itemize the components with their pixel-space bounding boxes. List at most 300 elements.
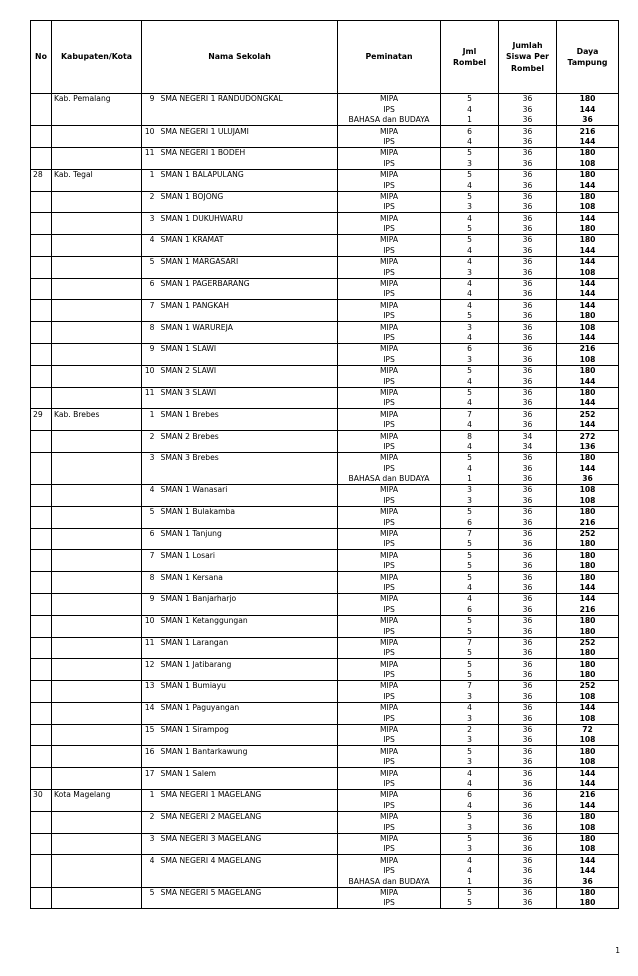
row-jumlah-siswa-cell: 36 (499, 202, 557, 213)
row-kabupaten-cell (52, 713, 142, 724)
row-daya-tampung-cell: 36 (557, 474, 619, 485)
row-school-number-cell (142, 583, 159, 594)
row-daya-tampung-cell: 180 (557, 746, 619, 757)
row-school-name-cell (159, 561, 338, 572)
row-no-cell (31, 278, 52, 289)
row-school-name-cell (159, 757, 338, 768)
row-no-cell (31, 245, 52, 256)
row-no-cell (31, 713, 52, 724)
row-jml-rombel-cell: 5 (441, 898, 499, 909)
row-kabupaten-cell (52, 844, 142, 855)
row-kabupaten-cell (52, 235, 142, 246)
row-school-number-cell: 6 (142, 278, 159, 289)
row-jml-rombel-cell: 5 (441, 94, 499, 105)
row-jumlah-siswa-cell: 36 (499, 463, 557, 473)
row-kabupaten-cell (52, 191, 142, 202)
row-kabupaten-cell (52, 442, 142, 453)
row-no-cell (31, 811, 52, 822)
table-row (31, 180, 619, 191)
row-jumlah-siswa-cell: 36 (499, 768, 557, 779)
row-school-number-cell (142, 691, 159, 702)
row-jml-rombel-cell: 3 (441, 822, 499, 833)
row-school-number-cell (142, 561, 159, 572)
row-school-name-cell: SMAN 1 KRAMAT (159, 235, 338, 246)
row-school-name-cell (159, 626, 338, 637)
row-peminatan-cell: MIPA (338, 235, 441, 246)
row-no-cell (31, 800, 52, 811)
header-jumlah-siswa (499, 21, 557, 94)
row-school-name-cell (159, 735, 338, 746)
row-daya-tampung-cell: 144 (557, 800, 619, 811)
row-daya-tampung-cell: 180 (557, 659, 619, 670)
row-peminatan-cell: IPS (338, 517, 441, 528)
header-kabupaten: Kabupaten/Kota (52, 21, 142, 94)
row-daya-tampung-cell: 144 (557, 398, 619, 409)
table-row (31, 790, 619, 801)
header-daya-tampung-line: Daya (576, 46, 599, 56)
row-school-name-cell: SMAN 1 MARGASARI (159, 256, 338, 267)
row-peminatan-cell: IPS (338, 137, 441, 148)
row-school-number-cell (142, 202, 159, 213)
row-school-number-cell: 10 (142, 365, 159, 376)
row-school-name-cell: SMAN 1 BOJONG (159, 191, 338, 202)
row-no-cell (31, 626, 52, 637)
row-school-name-cell: SMA NEGERI 1 ULUJAMI (159, 126, 338, 137)
row-daya-tampung-cell: 36 (557, 115, 619, 126)
row-school-number-cell: 10 (142, 126, 159, 137)
row-peminatan-cell: IPS (338, 180, 441, 191)
row-jumlah-siswa-cell: 36 (499, 387, 557, 398)
table-row (31, 746, 619, 757)
row-daya-tampung-cell: 144 (557, 213, 619, 224)
row-school-name-cell (159, 137, 338, 148)
row-school-name-cell (159, 333, 338, 344)
row-kabupaten-cell (52, 626, 142, 637)
row-daya-tampung-cell: 180 (557, 365, 619, 376)
table-row (31, 517, 619, 528)
row-no-cell (31, 147, 52, 158)
row-peminatan-cell: IPS (338, 757, 441, 768)
row-peminatan-cell: MIPA (338, 615, 441, 626)
row-peminatan-cell: MIPA (338, 506, 441, 517)
row-school-number-cell (142, 311, 159, 322)
row-jumlah-siswa-cell: 36 (499, 213, 557, 224)
row-no-cell (31, 746, 52, 757)
row-jml-rombel-cell: 5 (441, 191, 499, 202)
row-school-number-cell (142, 442, 159, 453)
row-daya-tampung-cell: 180 (557, 169, 619, 180)
table-row (31, 604, 619, 615)
row-jumlah-siswa-cell: 36 (499, 561, 557, 572)
row-school-number-cell (142, 757, 159, 768)
row-school-name-cell: SMAN 1 Wanasari (159, 485, 338, 496)
row-jumlah-siswa-cell: 36 (499, 409, 557, 420)
table-row (31, 724, 619, 735)
row-daya-tampung-cell: 180 (557, 887, 619, 898)
row-jumlah-siswa-cell: 36 (499, 800, 557, 811)
row-school-name-cell (159, 648, 338, 659)
row-daya-tampung-cell: 72 (557, 724, 619, 735)
row-kabupaten-cell (52, 147, 142, 158)
row-jumlah-siswa-cell: 36 (499, 398, 557, 409)
row-school-number-cell (142, 474, 159, 485)
row-kabupaten-cell (52, 311, 142, 322)
row-peminatan-cell: MIPA (338, 278, 441, 289)
table-row (31, 224, 619, 235)
row-jml-rombel-cell: 4 (441, 137, 499, 148)
row-jml-rombel-cell: 4 (441, 800, 499, 811)
table-row (31, 572, 619, 583)
header-no: No (31, 21, 52, 94)
row-kabupaten-cell (52, 354, 142, 365)
row-school-number-cell (142, 735, 159, 746)
row-daya-tampung-cell: 180 (557, 811, 619, 822)
row-school-number-cell (142, 420, 159, 431)
row-kabupaten-cell (52, 245, 142, 256)
row-school-name-cell: SMAN 1 WARUREJA (159, 322, 338, 333)
row-kabupaten-cell (52, 659, 142, 670)
row-no-cell (31, 659, 52, 670)
row-no-cell (31, 702, 52, 713)
row-jml-rombel-cell: 4 (441, 855, 499, 866)
row-jml-rombel-cell: 4 (441, 398, 499, 409)
row-jumlah-siswa-cell: 36 (499, 713, 557, 724)
row-daya-tampung-cell: 108 (557, 202, 619, 213)
table-row (31, 485, 619, 496)
row-no-cell (31, 158, 52, 169)
row-peminatan-cell: MIPA (338, 681, 441, 692)
row-kabupaten-cell (52, 833, 142, 844)
row-peminatan-cell: MIPA (338, 746, 441, 757)
row-jml-rombel-cell: 6 (441, 126, 499, 137)
row-kabupaten-cell (52, 126, 142, 137)
row-no-cell: 28 (31, 169, 52, 180)
row-no-cell (31, 593, 52, 604)
row-peminatan-cell: IPS (338, 626, 441, 637)
document-sheet (30, 20, 618, 909)
row-daya-tampung-cell: 180 (557, 670, 619, 681)
table-row (31, 267, 619, 278)
row-no-cell (31, 343, 52, 354)
row-kabupaten-cell: Kab. Brebes (52, 409, 142, 420)
table-row (31, 648, 619, 659)
row-school-name-cell: SMA NEGERI 2 MAGELANG (159, 811, 338, 822)
row-jumlah-siswa-cell: 36 (499, 147, 557, 158)
row-jumlah-siswa-cell: 36 (499, 169, 557, 180)
row-kabupaten-cell (52, 300, 142, 311)
row-jumlah-siswa-cell: 36 (499, 593, 557, 604)
row-peminatan-cell: IPS (338, 735, 441, 746)
row-school-number-cell (142, 495, 159, 506)
row-school-name-cell (159, 517, 338, 528)
table-row (31, 213, 619, 224)
row-jml-rombel-cell: 5 (441, 147, 499, 158)
row-no-cell (31, 768, 52, 779)
row-peminatan-cell: IPS (338, 648, 441, 659)
row-kabupaten-cell (52, 800, 142, 811)
row-school-number-cell: 7 (142, 300, 159, 311)
row-daya-tampung-cell: 180 (557, 539, 619, 550)
row-jumlah-siswa-cell: 36 (499, 681, 557, 692)
row-no-cell (31, 387, 52, 398)
table-row (31, 474, 619, 485)
row-school-name-cell: SMAN 1 Bantarkawung (159, 746, 338, 757)
row-peminatan-cell: IPS (338, 311, 441, 322)
row-kabupaten-cell (52, 452, 142, 463)
row-school-number-cell: 10 (142, 615, 159, 626)
row-no-cell (31, 191, 52, 202)
row-no-cell (31, 528, 52, 539)
row-jumlah-siswa-cell: 36 (499, 224, 557, 235)
row-daya-tampung-cell: 180 (557, 506, 619, 517)
row-jumlah-siswa-cell: 36 (499, 474, 557, 485)
row-peminatan-cell: MIPA (338, 550, 441, 561)
row-jumlah-siswa-cell: 36 (499, 235, 557, 246)
row-jumlah-siswa-cell: 36 (499, 887, 557, 898)
row-kabupaten-cell (52, 104, 142, 114)
table-row (31, 343, 619, 354)
row-kabupaten-cell (52, 224, 142, 235)
row-no-cell (31, 300, 52, 311)
table-row (31, 322, 619, 333)
row-jumlah-siswa-cell: 36 (499, 517, 557, 528)
row-jml-rombel-cell: 3 (441, 158, 499, 169)
row-peminatan-cell: MIPA (338, 811, 441, 822)
row-no-cell (31, 670, 52, 681)
row-no-cell (31, 506, 52, 517)
row-no-cell (31, 452, 52, 463)
table-row (31, 158, 619, 169)
row-no-cell (31, 474, 52, 485)
row-jumlah-siswa-cell: 36 (499, 137, 557, 148)
row-kabupaten-cell (52, 637, 142, 648)
row-school-number-cell (142, 648, 159, 659)
row-school-name-cell: SMAN 1 Paguyangan (159, 702, 338, 713)
row-kabupaten-cell (52, 691, 142, 702)
row-school-name-cell: SMA NEGERI 5 MAGELANG (159, 887, 338, 898)
row-jumlah-siswa-cell: 36 (499, 158, 557, 169)
row-school-number-cell (142, 670, 159, 681)
table-row (31, 637, 619, 648)
row-peminatan-cell: MIPA (338, 452, 441, 463)
table-row (31, 550, 619, 561)
row-peminatan-cell: MIPA (338, 768, 441, 779)
row-no-cell (31, 648, 52, 659)
row-kabupaten-cell (52, 517, 142, 528)
table-row (31, 169, 619, 180)
row-peminatan-cell: IPS (338, 158, 441, 169)
row-jumlah-siswa-cell: 36 (499, 626, 557, 637)
table-row (31, 702, 619, 713)
row-peminatan-cell: IPS (338, 691, 441, 702)
row-school-number-cell (142, 376, 159, 387)
row-jml-rombel-cell: 6 (441, 517, 499, 528)
row-school-number-cell: 4 (142, 235, 159, 246)
row-school-number-cell (142, 333, 159, 344)
header-jml-rombel-line: Rombel (453, 58, 487, 67)
row-no-cell (31, 833, 52, 844)
row-daya-tampung-cell: 108 (557, 735, 619, 746)
row-jumlah-siswa-cell: 36 (499, 420, 557, 431)
row-daya-tampung-cell: 180 (557, 572, 619, 583)
row-jumlah-siswa-cell: 36 (499, 376, 557, 387)
table-row (31, 757, 619, 768)
row-daya-tampung-cell: 108 (557, 822, 619, 833)
row-daya-tampung-cell: 180 (557, 311, 619, 322)
row-jml-rombel-cell: 4 (441, 245, 499, 256)
row-school-number-cell: 1 (142, 169, 159, 180)
row-school-number-cell (142, 779, 159, 790)
row-daya-tampung-cell: 144 (557, 333, 619, 344)
row-daya-tampung-cell: 144 (557, 245, 619, 256)
row-kabupaten-cell (52, 213, 142, 224)
row-school-number-cell: 15 (142, 724, 159, 735)
row-school-name-cell: SMAN 1 Jatibarang (159, 659, 338, 670)
row-peminatan-cell: IPS (338, 561, 441, 572)
row-no-cell (31, 289, 52, 300)
row-jml-rombel-cell: 6 (441, 343, 499, 354)
row-daya-tampung-cell: 180 (557, 94, 619, 105)
row-school-name-cell: SMAN 2 Brebes (159, 431, 338, 442)
row-no-cell (31, 202, 52, 213)
table-row (31, 420, 619, 431)
row-jml-rombel-cell: 4 (441, 420, 499, 431)
row-daya-tampung-cell: 180 (557, 648, 619, 659)
row-jml-rombel-cell: 4 (441, 300, 499, 311)
page-number: 1 (615, 946, 620, 955)
row-jumlah-siswa-cell: 36 (499, 311, 557, 322)
table-row (31, 681, 619, 692)
table-row (31, 191, 619, 202)
row-school-number-cell (142, 844, 159, 855)
header-jumlah-siswa-line: Jumlah (512, 41, 543, 51)
row-no-cell (31, 757, 52, 768)
row-daya-tampung-cell: 108 (557, 322, 619, 333)
row-school-name-cell: SMAN 1 PAGERBARANG (159, 278, 338, 289)
row-jml-rombel-cell: 5 (441, 311, 499, 322)
row-jml-rombel-cell: 3 (441, 691, 499, 702)
row-peminatan-cell: IPS (338, 224, 441, 235)
row-jml-rombel-cell: 5 (441, 506, 499, 517)
row-peminatan-cell: IPS (338, 376, 441, 387)
row-kabupaten-cell (52, 256, 142, 267)
row-jumlah-siswa-cell: 36 (499, 550, 557, 561)
row-school-name-cell (159, 398, 338, 409)
row-kabupaten-cell (52, 431, 142, 442)
row-school-number-cell: 11 (142, 387, 159, 398)
row-daya-tampung-cell: 108 (557, 495, 619, 506)
row-jml-rombel-cell: 3 (441, 713, 499, 724)
row-school-number-cell (142, 800, 159, 811)
row-school-number-cell: 4 (142, 485, 159, 496)
row-school-name-cell: SMA NEGERI 4 MAGELANG (159, 855, 338, 866)
row-school-number-cell (142, 876, 159, 887)
row-jumlah-siswa-cell: 36 (499, 539, 557, 550)
row-jumlah-siswa-cell: 36 (499, 833, 557, 844)
row-jumlah-siswa-cell: 36 (499, 506, 557, 517)
row-school-name-cell (159, 583, 338, 594)
row-jumlah-siswa-cell: 36 (499, 724, 557, 735)
row-kabupaten-cell (52, 387, 142, 398)
row-no-cell (31, 583, 52, 594)
row-school-number-cell (142, 713, 159, 724)
row-school-name-cell: SMA NEGERI 1 BODEH (159, 147, 338, 158)
row-no-cell (31, 876, 52, 887)
row-jml-rombel-cell: 6 (441, 790, 499, 801)
row-daya-tampung-cell: 180 (557, 235, 619, 246)
row-peminatan-cell: MIPA (338, 833, 441, 844)
row-peminatan-cell: IPS (338, 420, 441, 431)
header-peminatan: Peminatan (338, 21, 441, 94)
row-peminatan-cell: IPS (338, 844, 441, 855)
row-jumlah-siswa-cell: 36 (499, 637, 557, 648)
row-daya-tampung-cell: 108 (557, 158, 619, 169)
row-school-name-cell (159, 289, 338, 300)
row-school-number-cell: 5 (142, 256, 159, 267)
row-jumlah-siswa-cell: 36 (499, 495, 557, 506)
row-kabupaten-cell (52, 702, 142, 713)
row-school-number-cell: 11 (142, 147, 159, 158)
table-header (31, 21, 619, 94)
row-kabupaten-cell (52, 539, 142, 550)
table-row (31, 452, 619, 463)
row-no-cell: 29 (31, 409, 52, 420)
row-school-number-cell: 3 (142, 213, 159, 224)
row-school-name-cell: SMAN 1 Salem (159, 768, 338, 779)
row-kabupaten-cell (52, 115, 142, 126)
row-jumlah-siswa-cell: 36 (499, 659, 557, 670)
row-jumlah-siswa-cell: 36 (499, 583, 557, 594)
row-daya-tampung-cell: 108 (557, 691, 619, 702)
row-jml-rombel-cell: 5 (441, 659, 499, 670)
row-jml-rombel-cell: 4 (441, 376, 499, 387)
table-row (31, 800, 619, 811)
row-peminatan-cell: IPS (338, 354, 441, 365)
row-jml-rombel-cell: 7 (441, 637, 499, 648)
table-row (31, 670, 619, 681)
table-row (31, 431, 619, 442)
row-school-name-cell (159, 866, 338, 876)
row-no-cell (31, 779, 52, 790)
row-jumlah-siswa-cell: 36 (499, 648, 557, 659)
table-row (31, 365, 619, 376)
row-peminatan-cell: IPS (338, 463, 441, 473)
row-daya-tampung-cell: 144 (557, 376, 619, 387)
row-school-number-cell: 9 (142, 343, 159, 354)
row-school-number-cell: 2 (142, 811, 159, 822)
row-no-cell (31, 539, 52, 550)
table-row (31, 855, 619, 866)
row-jumlah-siswa-cell: 36 (499, 365, 557, 376)
row-school-name-cell: SMAN 1 Brebes (159, 409, 338, 420)
row-daya-tampung-cell: 180 (557, 833, 619, 844)
header-jml-rombel (441, 21, 499, 94)
row-no-cell (31, 431, 52, 442)
row-daya-tampung-cell: 216 (557, 126, 619, 137)
row-daya-tampung-cell: 252 (557, 637, 619, 648)
row-peminatan-cell: IPS (338, 670, 441, 681)
row-daya-tampung-cell: 252 (557, 681, 619, 692)
row-school-name-cell (159, 474, 338, 485)
row-kabupaten-cell (52, 267, 142, 278)
table-row (31, 442, 619, 453)
table-row (31, 115, 619, 126)
row-jml-rombel-cell: 7 (441, 681, 499, 692)
row-school-name-cell (159, 495, 338, 506)
row-school-number-cell (142, 289, 159, 300)
row-daya-tampung-cell: 180 (557, 615, 619, 626)
row-jml-rombel-cell: 3 (441, 202, 499, 213)
